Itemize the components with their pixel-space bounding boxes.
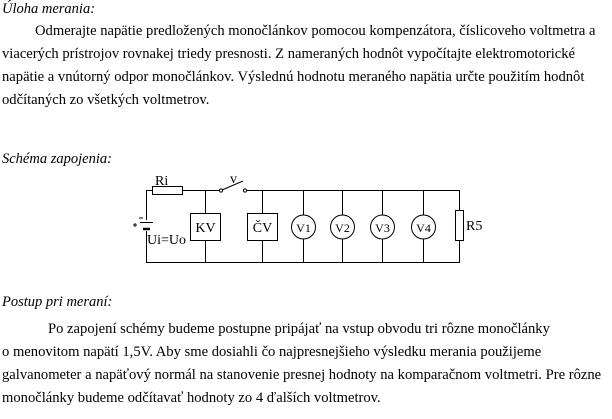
label-cv: ČV (252, 221, 273, 236)
label-v2: V2 (335, 221, 350, 235)
label-v3: V3 (375, 221, 390, 235)
resistor-rs (456, 211, 464, 241)
task-heading: Úloha merania: (2, 1, 96, 17)
battery-icon (133, 218, 153, 229)
procedure-line: monočlánky budeme odčítavať hodnoty zo 4 ďalších voltmetrov. (2, 390, 381, 406)
task-line: viacerých prístrojov rovnakej triedy presnosti. Z nameraných hodnôt vypočítajte elektromotorické (2, 46, 576, 62)
task-line: Odmerajte napätie predložených monočlánkov pomocou kompenzátora, číslicoveho voltmetra a (35, 23, 596, 39)
procedure-paragraph (2, 318, 608, 410)
procedure-heading: Postup pri meraní: (2, 294, 113, 310)
label-ri: Ri (155, 174, 169, 189)
label-source: Ui=Uo (147, 233, 187, 248)
procedure-line: o menovitom napätí 1,5V. Aby sme dosiahli čo najpresnejšieho výsledku merania použijeme (2, 344, 542, 360)
label-kv: KV (195, 221, 216, 236)
label-rs: R5 (466, 219, 483, 234)
label-switch: v (230, 172, 237, 187)
task-line: napätie a vnútorný odpor monočlánkov. Výslednú hodnotu meraného napätia určte použitím hodnôt (2, 69, 585, 85)
task-line: odčítaných zo všetkých voltmetrov. (2, 92, 210, 108)
label-v4: V4 (416, 221, 431, 235)
procedure-line: Po zapojení schémy budeme postupne pripájať na vstup obvodu tri rôzne monočlánky (48, 321, 550, 337)
schema-heading: Schéma zapojenia: (2, 151, 112, 167)
procedure-line: galvanometer a napäťový normál na stanovenie presnej hodnoty na komparačnom voltmetri. Pre rôzne (2, 367, 602, 383)
label-v1: V1 (296, 221, 311, 235)
